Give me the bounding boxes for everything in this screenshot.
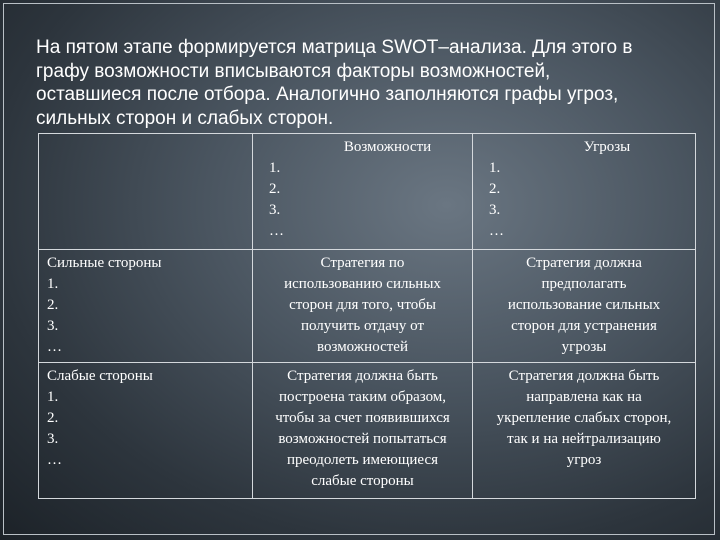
cell-line: сторон для того, чтобы (289, 297, 436, 313)
cell-line: Стратегия должна быть (508, 368, 660, 384)
cell-line: построена таким образом, (278, 389, 447, 405)
list-item: 3. (269, 202, 281, 218)
list-item: 1. (269, 160, 281, 176)
list-item: 2. (47, 297, 59, 313)
table-row (39, 363, 696, 499)
wt-strategy-cell (473, 363, 696, 499)
swot-matrix-table (38, 133, 696, 499)
intro-line: графу возможности вписываются факторы возможностей, (36, 60, 551, 82)
strengths-header-cell (39, 250, 253, 363)
list-item: 3. (47, 431, 59, 447)
list-item: 2. (47, 410, 59, 426)
list-item: 2. (489, 181, 501, 197)
cell-line: угроз (566, 452, 602, 468)
intro-line: сильных сторон и слабых сторон. (36, 107, 334, 129)
list-item: … (269, 223, 284, 239)
cell-line: преодолеть имеющиеся (286, 452, 439, 468)
list-item: 2. (269, 181, 281, 197)
opportunities-list (259, 158, 466, 242)
cell-line: чтобы за счет появившихся (275, 410, 450, 426)
cell-line: возможностей попытаться (278, 431, 447, 447)
cell-line: угрозы (561, 339, 607, 355)
list-item: 3. (489, 202, 501, 218)
intro-line: оставшиеся после отбора. Аналогично заполняются графы угроз, (36, 84, 619, 105)
list-item: … (47, 339, 62, 355)
list-item: … (489, 223, 504, 239)
list-item: … (47, 452, 62, 468)
cell-line: Стратегия должна быть (287, 368, 438, 384)
weaknesses-header-cell (39, 363, 253, 499)
table-row (39, 250, 696, 363)
cell-line: использование сильных (507, 297, 661, 313)
opportunities-header-cell (253, 134, 473, 250)
threats-list (479, 158, 689, 242)
intro-line: На пятом этапе формируется матрица SWOT–анализа. Для этого в (36, 37, 633, 58)
list-item: 1. (489, 160, 501, 176)
cell-line: слабые стороны (311, 473, 414, 489)
cell-line: сторон для устранения (511, 318, 657, 334)
cell-line: получить отдачу от (300, 318, 425, 334)
cell-line: так и на нейтрализацию (507, 431, 661, 447)
cell-line: возможностей (317, 339, 408, 355)
cell-line: Стратегия должна (526, 255, 642, 271)
table-row (39, 134, 696, 250)
cell-line: направлена как на (526, 389, 642, 405)
cell-line: предполагать (541, 276, 627, 292)
threats-header-cell (473, 134, 696, 250)
list-item: 1. (47, 276, 59, 292)
cell-line: укрепление слабых сторон, (496, 410, 672, 426)
list-item: 3. (47, 318, 59, 334)
so-strategy-cell (253, 250, 473, 363)
cell-line: использованию сильных (284, 276, 441, 292)
cell-line: Стратегия по (320, 255, 405, 271)
weaknesses-title: Слабые стороны (47, 368, 153, 384)
wo-strategy-cell (253, 363, 473, 499)
opportunities-title: Возможности (343, 139, 432, 155)
st-strategy-cell (473, 250, 696, 363)
strengths-title: Сильные стороны (47, 255, 162, 271)
list-item: 1. (47, 389, 59, 405)
threats-title: Угрозы (583, 139, 631, 155)
corner-cell (39, 134, 253, 250)
intro-paragraph (36, 36, 686, 130)
